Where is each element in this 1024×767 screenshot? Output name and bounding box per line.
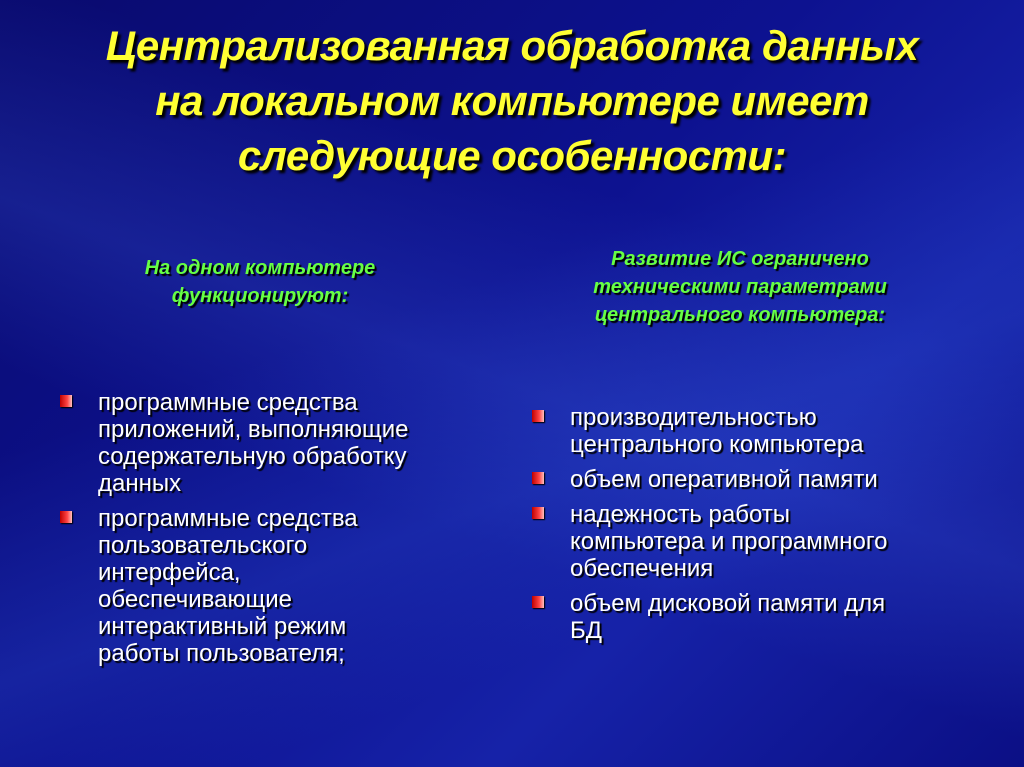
heading-line: функционируют: bbox=[171, 285, 349, 307]
line: объем дисковой памяти для bbox=[570, 590, 886, 617]
line: производительностью bbox=[570, 404, 817, 431]
line: содержательную обработку bbox=[98, 443, 407, 470]
list-item bbox=[530, 590, 990, 644]
square-bullet-icon bbox=[532, 472, 544, 484]
line: программные средства bbox=[98, 389, 358, 416]
title-line: на локальном компьютере имеет bbox=[155, 77, 869, 124]
square-bullet-icon bbox=[60, 395, 72, 407]
heading-line: На одном компьютере bbox=[144, 257, 376, 279]
title-line: следующие особенности: bbox=[237, 132, 787, 179]
line: обеспечивающие bbox=[98, 586, 292, 613]
line: работы пользователя; bbox=[98, 640, 345, 667]
line: данных bbox=[98, 470, 182, 497]
line: интерактивный режим bbox=[98, 613, 347, 640]
line: программные средства bbox=[98, 505, 358, 532]
right-column-heading bbox=[510, 245, 970, 329]
square-bullet-icon bbox=[532, 596, 544, 608]
line: интерфейса, bbox=[98, 559, 241, 586]
square-bullet-icon bbox=[532, 507, 544, 519]
slide-title bbox=[30, 18, 994, 183]
list-item bbox=[530, 404, 990, 458]
list-item bbox=[530, 466, 990, 493]
heading-line: техническими параметрами bbox=[593, 276, 887, 298]
line: объем оперативной памяти bbox=[570, 466, 878, 493]
left-column-heading bbox=[60, 254, 460, 310]
heading-line: центрального компьютера: bbox=[594, 304, 886, 326]
line: центрального компьютера bbox=[570, 431, 864, 458]
line: компьютера и программного bbox=[570, 528, 888, 555]
line: приложений, выполняющие bbox=[98, 416, 409, 443]
left-bullet-list bbox=[58, 389, 498, 675]
title-line: Централизованная обработка данных bbox=[105, 22, 919, 69]
line: БД bbox=[570, 617, 603, 644]
square-bullet-icon bbox=[532, 410, 544, 422]
right-bullet-list bbox=[530, 404, 990, 652]
line: обеспечения bbox=[570, 555, 714, 582]
list-item bbox=[530, 501, 990, 582]
line: пользовательского bbox=[98, 532, 308, 559]
list-item bbox=[58, 505, 498, 667]
list-item bbox=[58, 389, 498, 497]
heading-line: Развитие ИС ограничено bbox=[611, 248, 869, 270]
square-bullet-icon bbox=[60, 511, 72, 523]
line: надежность работы bbox=[570, 501, 791, 528]
